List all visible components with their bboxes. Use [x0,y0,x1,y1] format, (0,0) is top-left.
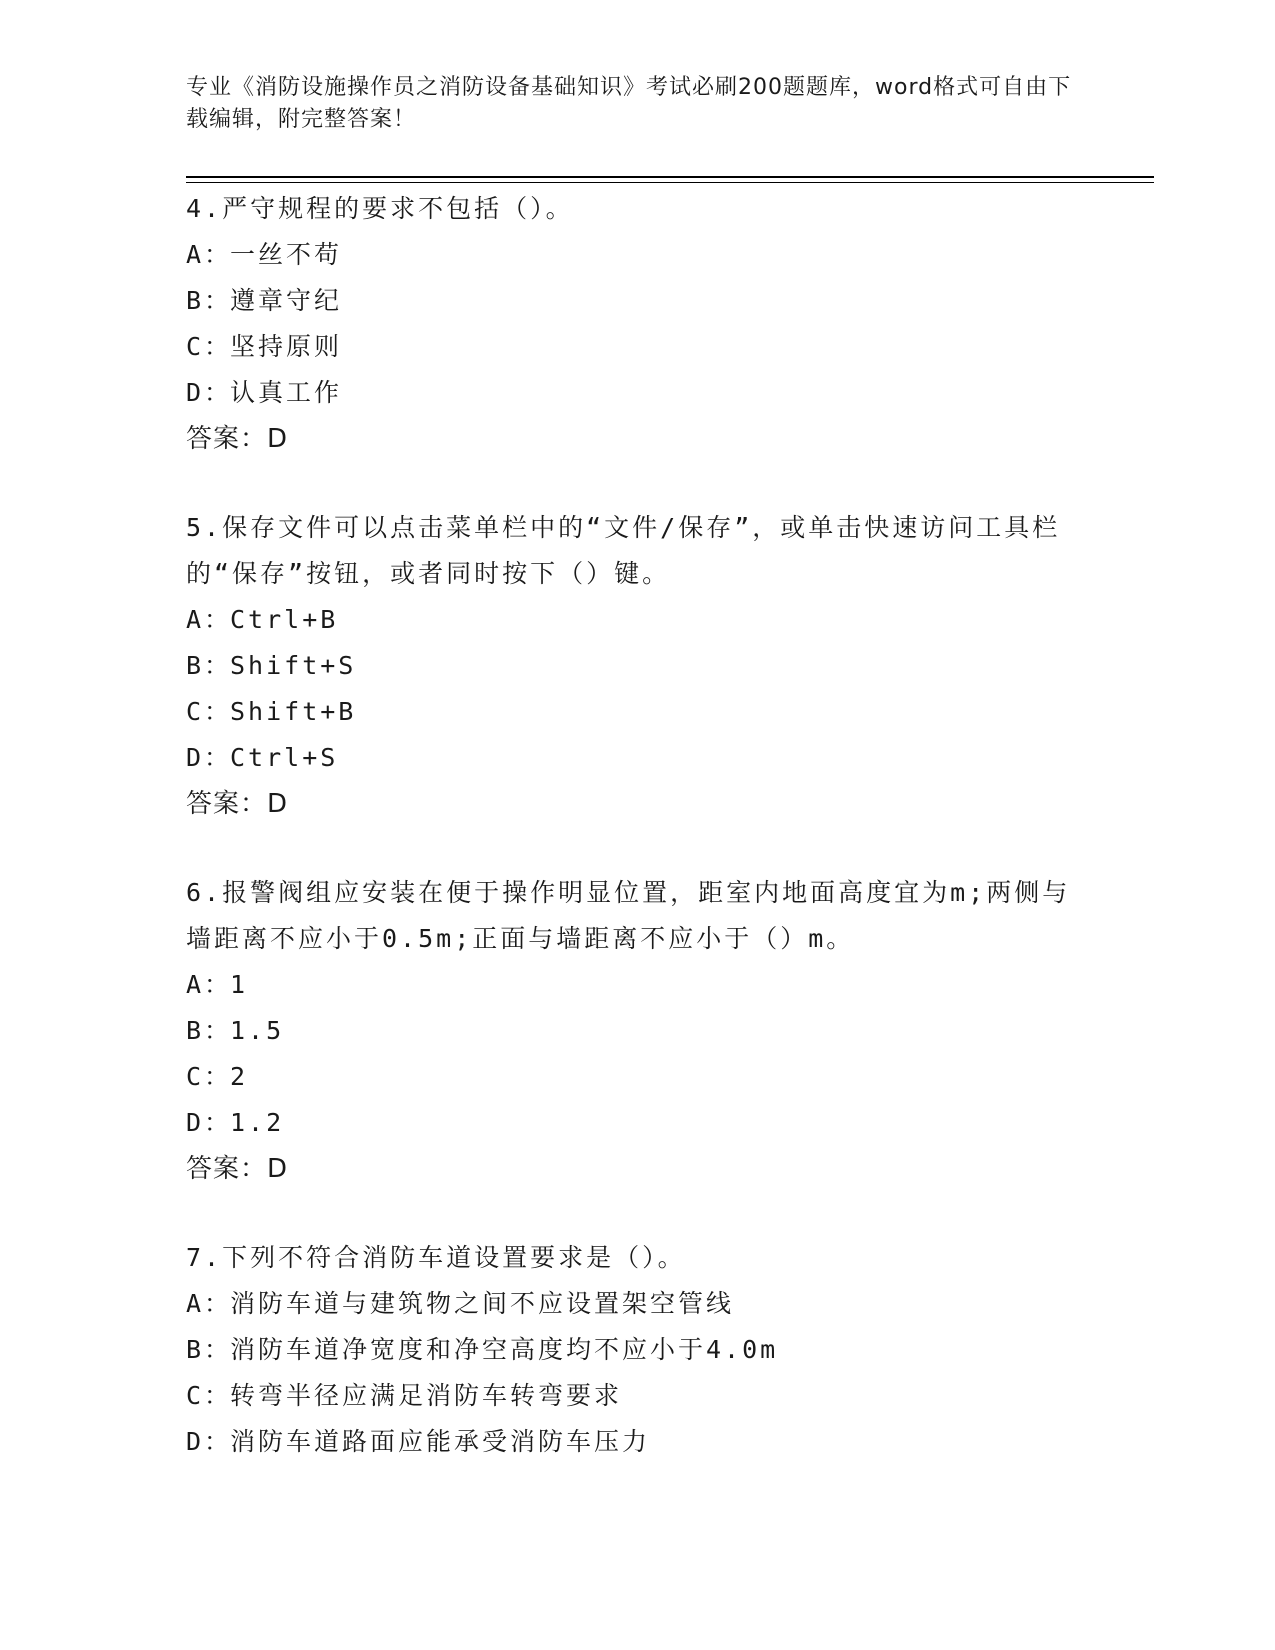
option-text: Shift+B [230,697,357,726]
question-5 [186,505,1086,827]
option-key: C： [186,1381,233,1410]
option-d [186,1419,1086,1465]
option-text: 遵章守纪 [230,286,343,315]
option-key: B： [186,286,233,315]
option-b [186,1327,1086,1373]
option-text: Shift+S [230,651,357,680]
option-b [186,643,1086,689]
option-text: 消防车道净宽度和净空高度均不应小于4.0m [230,1335,779,1364]
option-b [186,1008,1086,1054]
option-key: A： [186,240,233,269]
header-divider-thin [186,182,1154,183]
option-key: D： [186,1108,233,1137]
option-c [186,689,1086,735]
option-key: B： [186,1335,233,1364]
option-d [186,735,1086,781]
question-stem: 4.严守规程的要求不包括（）。 [186,194,574,223]
question-7 [186,1235,1086,1465]
option-a [186,962,1086,1008]
question-stem: 7.下列不符合消防车道设置要求是（）。 [186,1243,686,1272]
question-stem: 6.报警阀组应安装在便于操作明显位置，距室内地面高度宜为m;两侧与墙距离不应小于0.5m;正面与墙距离不应小于（）m。 [186,878,1071,953]
document-header: 专业《消防设施操作员之消防设备基础知识》考试必刷200题题库，word格式可自由下载编辑，附完整答案！ [186,75,1072,132]
option-text: 1.5 [230,1016,285,1045]
option-c [186,1373,1086,1419]
question-6 [186,870,1086,1192]
answer-line: 答案：D [186,1154,289,1184]
option-d [186,1100,1086,1146]
option-c [186,1054,1086,1100]
option-text: Ctrl+S [230,743,339,772]
question-stem: 5.保存文件可以点击菜单栏中的“文件/保存”，或单击快速访问工具栏的“保存”按钮，或者同时按下（）键。 [186,513,1061,588]
option-key: B： [186,1016,233,1045]
option-key: A： [186,1289,233,1318]
header-divider-thick [186,176,1154,178]
option-a [186,597,1086,643]
option-a [186,1281,1086,1327]
option-key: A： [186,970,233,999]
option-key: D： [186,1427,233,1456]
option-text: 1.2 [230,1108,285,1137]
option-text: Ctrl+B [230,605,339,634]
option-d [186,370,1086,416]
option-key: C： [186,1062,233,1091]
answer-line: 答案：D [186,424,289,454]
option-key: A： [186,605,233,634]
option-text: 2 [230,1062,249,1091]
option-c [186,324,1086,370]
option-text: 消防车道路面应能承受消防车压力 [230,1427,651,1456]
option-key: C： [186,697,233,726]
option-text: 1 [230,970,249,999]
option-key: D： [186,743,233,772]
option-a [186,232,1086,278]
option-key: C： [186,332,233,361]
option-text: 转弯半径应满足消防车转弯要求 [230,1381,623,1410]
option-key: B： [186,651,233,680]
option-text: 认真工作 [230,378,343,407]
question-list [186,186,1086,1508]
option-text: 消防车道与建筑物之间不应设置架空管线 [230,1289,735,1318]
answer-line: 答案：D [186,789,289,819]
option-text: 一丝不苟 [230,240,343,269]
question-4 [186,186,1086,462]
option-key: D： [186,378,233,407]
option-text: 坚持原则 [230,332,343,361]
option-b [186,278,1086,324]
